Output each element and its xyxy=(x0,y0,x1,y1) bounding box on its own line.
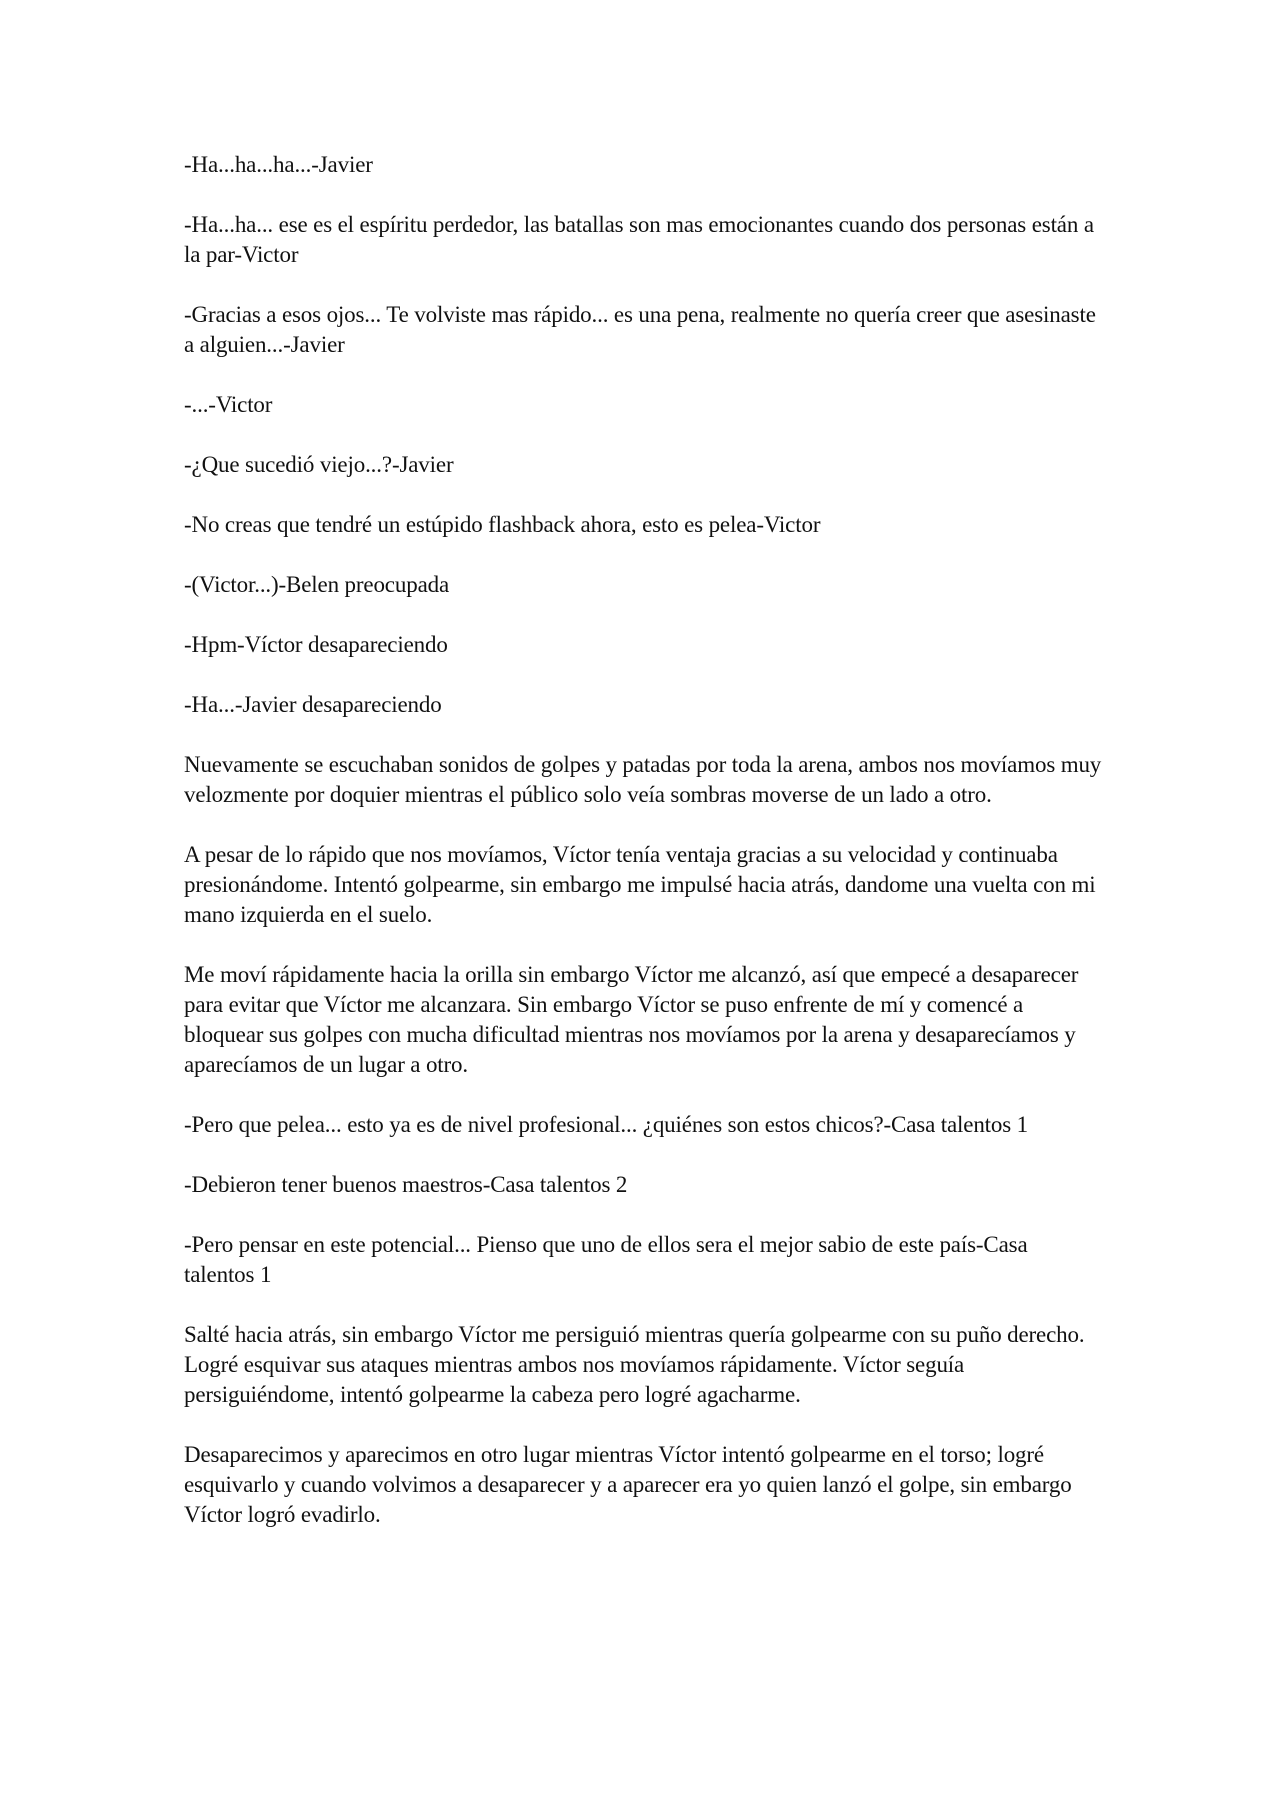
dialogue-line: -Ha...-Javier desapareciendo xyxy=(184,692,442,717)
dialogue-line: -Ha...ha...ha...-Javier xyxy=(184,152,373,177)
narrative-paragraph: Desaparecimos y aparecimos en otro lugar mientras Víctor intentó golpearme en el torso; logré esquivarlo y cuando volvimos a desaparecer y a aparecer era yo quien lanzó el golpe, sin embargo Víctor logró evadirlo. xyxy=(184,1442,1072,1527)
narrative-paragraph: Me moví rápidamente hacia la orilla sin embargo Víctor me alcanzó, así que empecé a desaparecer para evitar que Víctor me alcanzara. Sin embargo Víctor se puso enfrente de mí y comencé a bloquear sus golpes con mucha dificultad mientras nos movíamos por la arena y desaparecíamos y aparecíamos de un lugar a otro. xyxy=(184,962,1079,1077)
dialogue-line: -Gracias a esos ojos... Te volviste mas rápido... es una pena, realmente no quería creer que asesinaste a alguien...-Javier xyxy=(184,302,1096,357)
dialogue-line: -Hpm-Víctor desapareciendo xyxy=(184,632,448,657)
dialogue-line: -¿Que sucedió viejo...?-Javier xyxy=(184,452,454,477)
narrative-paragraph: A pesar de lo rápido que nos movíamos, Víctor tenía ventaja gracias a su velocidad y continuaba presionándome. Intentó golpearme, sin embargo me impulsé hacia atrás, dandome una vuelta con mi mano izquierda en el suelo. xyxy=(184,842,1096,927)
dialogue-line: -Pero pensar en este potencial... Pienso que uno de ellos sera el mejor sabio de este país-Casa talentos 1 xyxy=(184,1232,1028,1287)
narrative-paragraph: Nuevamente se escuchaban sonidos de golpes y patadas por toda la arena, ambos nos movíamos muy velozmente por doquier mientras el público solo veía sombras moverse de un lado a otro. xyxy=(184,752,1102,807)
dialogue-line: -(Victor...)-Belen preocupada xyxy=(184,572,450,597)
dialogue-line: -No creas que tendré un estúpido flashback ahora, esto es pelea-Victor xyxy=(184,512,821,537)
dialogue-line: -Ha...ha... ese es el espíritu perdedor, las batallas son mas emocionantes cuando dos personas están a la par-Victor xyxy=(184,212,1094,267)
document-page xyxy=(184,150,1102,1560)
narrative-paragraph: Salté hacia atrás, sin embargo Víctor me persiguió mientras quería golpearme con su puño derecho. Logré esquivar sus ataques mientras ambos nos movíamos rápidamente. Víctor seguía persiguiéndome, intentó golpearme la cabeza pero logré agacharme. xyxy=(184,1322,1085,1407)
dialogue-line: -Pero que pelea... esto ya es de nivel profesional... ¿quiénes son estos chicos?-Casa talentos 1 xyxy=(184,1112,1029,1137)
dialogue-line: -Debieron tener buenos maestros-Casa talentos 2 xyxy=(184,1172,628,1197)
dialogue-line: -...-Victor xyxy=(184,392,273,417)
